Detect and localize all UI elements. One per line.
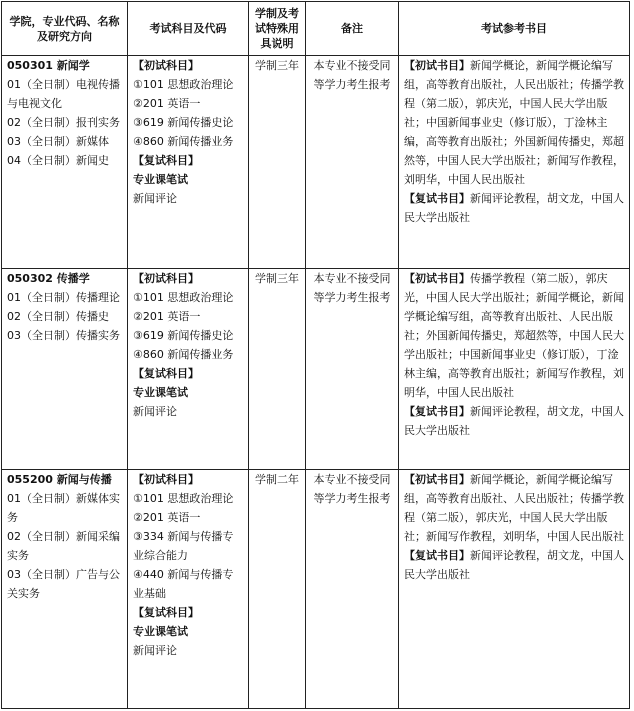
direction-item: 04（全日制）新闻史	[7, 154, 109, 167]
book-text: 新闻学概论，新闻学概论编写组，高等教育出版社、人民出版社；传播学教程（第二版），郭庆光，中国人民大学出版社；新闻写作教程，刘明华，中国人民出版社	[404, 473, 624, 543]
exam-section-label: 【复试科目】	[133, 154, 199, 167]
program-cell	[2, 56, 128, 269]
program-row-communication	[2, 269, 630, 470]
duration-cell: 学制二年	[249, 470, 306, 709]
exam-item: 专业课笔试	[133, 625, 188, 638]
book-label: 【初试书目】	[404, 59, 470, 72]
exam-section-label: 【复试科目】	[133, 367, 199, 380]
note-cell: 本专业不接受同等学力考生报考	[306, 470, 399, 709]
direction-item: 02（全日制）报刊实务	[7, 116, 120, 129]
exam-item: ①101 思想政治理论	[133, 492, 234, 505]
exam-item: ②201 英语一	[133, 310, 201, 323]
duration-cell: 学制三年	[249, 269, 306, 470]
program-code-name: 050301 新闻学	[7, 59, 90, 72]
book-text: 新闻学概论，新闻学概论编写组，高等教育出版社，人民出版社；传播学教程（第二版），郭庆光，中国人民大学出版社；中国新闻事业史（修订版），丁淦林主编，高等教育出版社；外国新闻传播史，郑超然等，中国人民大学出版社；新闻写作教程，刘明华，中国人民出版社	[404, 59, 624, 186]
book-label: 【初试书目】	[404, 473, 470, 486]
direction-item: 02（全日制）传播史	[7, 310, 109, 323]
books-cell	[399, 269, 630, 470]
duration-cell: 学制三年	[249, 56, 306, 269]
header-books: 考试参考书目	[399, 2, 630, 56]
header-note: 备注	[306, 2, 399, 56]
exam-item: 新闻评论	[133, 644, 177, 657]
header-exams: 考试科目及代码	[128, 2, 249, 56]
book-entry	[404, 546, 624, 584]
exam-item: ②201 英语一	[133, 97, 201, 110]
book-label: 【初试书目】	[404, 272, 470, 285]
exam-section-label: 【复试科目】	[133, 606, 199, 619]
exam-item: ②201 英语一	[133, 511, 201, 524]
admissions-table	[1, 1, 630, 709]
exam-item: ③619 新闻传播史论	[133, 116, 234, 129]
program-row-journalism-communication	[2, 470, 630, 709]
direction-item: 01（全日制）新媒体实务	[7, 492, 120, 524]
book-label: 【复试书目】	[404, 192, 470, 205]
exam-item: 专业课笔试	[133, 173, 188, 186]
header-program: 学院，专业代码、名称及研究方向	[2, 2, 128, 56]
exam-item: ④860 新闻传播业务	[133, 348, 234, 361]
program-code-name: 050302 传播学	[7, 272, 90, 285]
header-duration: 学制及考试特殊用具说明	[249, 2, 306, 56]
direction-item: 01（全日制）电视传播与电视文化	[7, 78, 120, 110]
book-label: 【复试书目】	[404, 549, 470, 562]
books-cell	[399, 56, 630, 269]
book-entry	[404, 56, 624, 189]
note-cell: 本专业不接受同等学力考生报考	[306, 269, 399, 470]
book-text: 传播学教程（第二版），郭庆光，中国人民大学出版社；新闻学概论，新闻学概论编写组，高等教育出版社、人民出版社；外国新闻传播史，郑超然等，中国人民大学出版社；中国新闻事业史（修订版），丁淦林主编，高等教育出版社；新闻写作教程，刘明华，中国人民出版社	[404, 272, 624, 399]
program-cell	[2, 470, 128, 709]
exam-item: 专业课笔试	[133, 386, 188, 399]
book-entry	[404, 269, 624, 402]
direction-item: 02（全日制）新闻采编实务	[7, 530, 120, 562]
exam-item: 新闻评论	[133, 192, 177, 205]
note-cell: 本专业不接受同等学力考生报考	[306, 56, 399, 269]
exam-item: ③619 新闻传播史论	[133, 329, 234, 342]
program-row-journalism	[2, 56, 630, 269]
program-cell	[2, 269, 128, 470]
header-row	[2, 2, 630, 56]
book-entry	[404, 189, 624, 227]
exam-item: 新闻评论	[133, 405, 177, 418]
exam-item: ③334 新闻与传播专业综合能力	[133, 530, 234, 562]
exam-section-label: 【初试科目】	[133, 473, 199, 486]
exams-cell	[128, 470, 249, 709]
direction-item: 03（全日制）广告与公关实务	[7, 568, 120, 600]
book-label: 【复试书目】	[404, 405, 470, 418]
exam-item: ④860 新闻传播业务	[133, 135, 234, 148]
exam-section-label: 【初试科目】	[133, 272, 199, 285]
book-entry	[404, 470, 624, 546]
program-code-name: 055200 新闻与传播	[7, 473, 112, 486]
direction-item: 01（全日制）传播理论	[7, 291, 120, 304]
book-entry	[404, 402, 624, 440]
exam-item: ①101 思想政治理论	[133, 291, 234, 304]
book-text: 新闻评论教程，胡文龙，中国人民大学出版社	[404, 405, 624, 437]
direction-item: 03（全日制）传播实务	[7, 329, 120, 342]
exams-cell	[128, 56, 249, 269]
book-text: 新闻评论教程，胡文龙，中国人民大学出版社	[404, 549, 624, 581]
book-text: 新闻评论教程，胡文龙，中国人民大学出版社	[404, 192, 624, 224]
exams-cell	[128, 269, 249, 470]
exam-item: ④440 新闻与传播专业基础	[133, 568, 234, 600]
books-cell	[399, 470, 630, 709]
exam-section-label: 【初试科目】	[133, 59, 199, 72]
direction-item: 03（全日制）新媒体	[7, 135, 109, 148]
exam-item: ①101 思想政治理论	[133, 78, 234, 91]
